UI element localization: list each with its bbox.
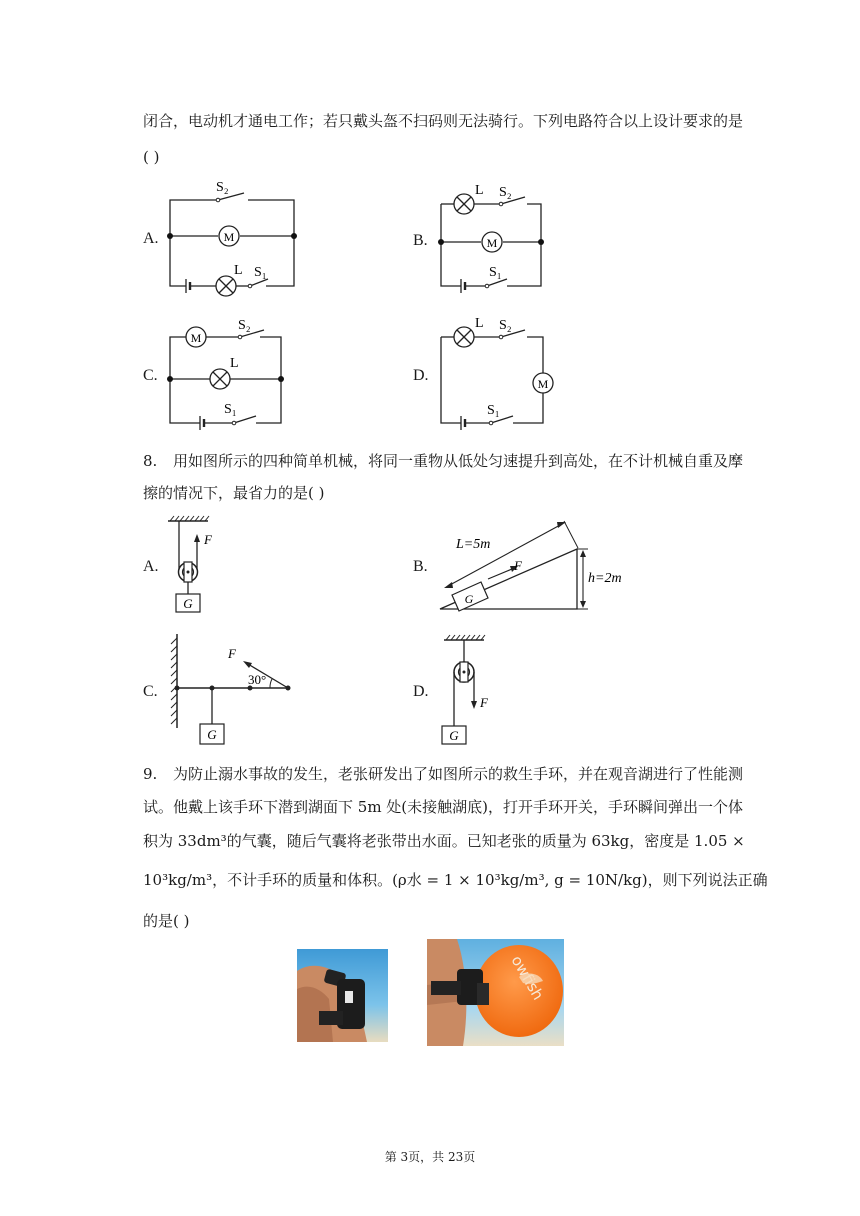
q8-lever [164, 632, 304, 748]
q8-b-height-label: h=2m [588, 571, 622, 586]
q7-d-lamp-label: L [475, 316, 484, 331]
q7-circuit-b [439, 182, 549, 294]
q7-d-motor-symbol: M [537, 377, 549, 391]
q7-answer-bracket: ( ) [143, 148, 160, 166]
q7-circuit-c [168, 315, 288, 427]
q9-stem-line-5: 的是( ) [143, 912, 190, 930]
q7-option-c-label: C. [143, 367, 158, 384]
q7-d-s1-label: S₁ [487, 403, 500, 418]
q7-b-s1-label: S₁ [489, 265, 502, 280]
q8-option-d-label: D. [413, 683, 429, 700]
q9-stem-line-1: 为防止溺水事故的发生，老张研发出了如图所示的救生手环，并在观音湖进行了性能测 [173, 765, 744, 783]
q8-option-c-label: C. [143, 683, 158, 700]
q8-option-b-label: B. [413, 558, 428, 575]
q7-circuit-a [168, 178, 298, 290]
q9-stem-line-3: 积为 33dm³的气囊，随后气囊将老张带出水面。已知老张的质量为 63kg，密度是 1.05 × [143, 832, 745, 850]
q8-inclined-plane [438, 516, 638, 616]
q8-a-weight-label: G [183, 596, 193, 611]
q8-number: 8. [143, 452, 158, 470]
q8-movable-pulley [166, 516, 226, 616]
q7-c-motor-symbol: M [190, 331, 202, 345]
q7-b-motor-symbol: M [486, 236, 498, 250]
q8-d-force-label: F [480, 695, 488, 710]
q7-circuit-d [439, 315, 559, 427]
q8-b-weight-label: G [464, 592, 474, 606]
q8-c-force-label: F [228, 646, 236, 661]
q7-b-lamp-label: L [475, 183, 484, 198]
page-footer: 第 3页，共 23页 [384, 1150, 476, 1164]
q8-fixed-pulley [438, 634, 498, 746]
q7-option-a-label: A. [143, 230, 159, 247]
q8-c-angle-label: 30° [248, 672, 267, 687]
q7-b-s2-label: S₂ [499, 185, 512, 200]
q7-a-motor-symbol: M [223, 230, 235, 244]
q7-d-s2-label: S₂ [499, 318, 512, 333]
q8-stem-line-2: 擦的情况下，最省力的是( ) [143, 484, 325, 502]
q8-c-weight-label: G [207, 727, 217, 742]
inflated-airbag-photo [427, 939, 564, 1046]
q7-stem-line: 闭合，电动机才通电工作；若只戴头盔不扫码则无法骑行。下列电路符合以上设计要求的是 [143, 112, 744, 130]
wristband-photo [297, 949, 388, 1042]
q7-c-s2-label: S₂ [238, 318, 251, 333]
q9-stem-line-4: 10³kg/m³，不计手环的质量和体积。(ρ水 = 1 × 10³kg/m³, g = 10N/kg)，则下列说法正确 [143, 871, 768, 889]
q8-a-force-label: F [204, 532, 212, 547]
q7-option-b-label: B. [413, 232, 428, 249]
q8-option-a-label: A. [143, 558, 159, 575]
q8-b-force-label: F [514, 558, 522, 573]
q7-a-s1-label: S₁ [254, 265, 267, 280]
q8-stem-line-1: 用如图所示的四种简单机械，将同一重物从低处匀速提升到高处，在不计机械自重及摩 [173, 452, 744, 470]
q9-number: 9. [143, 765, 158, 783]
q7-a-lamp-label: L [234, 263, 243, 278]
q7-c-s1-label: S₁ [224, 402, 237, 417]
q7-c-lamp-label: L [230, 356, 239, 371]
q9-stem-line-2: 试。他戴上该手环下潜到湖面下 5m 处(未接触湖底)，打开手环开关，手环瞬间弹出一个体 [143, 798, 744, 816]
q8-b-length-label: L=5m [456, 537, 491, 552]
q7-option-d-label: D. [413, 367, 429, 384]
q8-d-weight-label: G [449, 728, 459, 743]
q7-a-s2-label: S₂ [216, 180, 229, 195]
